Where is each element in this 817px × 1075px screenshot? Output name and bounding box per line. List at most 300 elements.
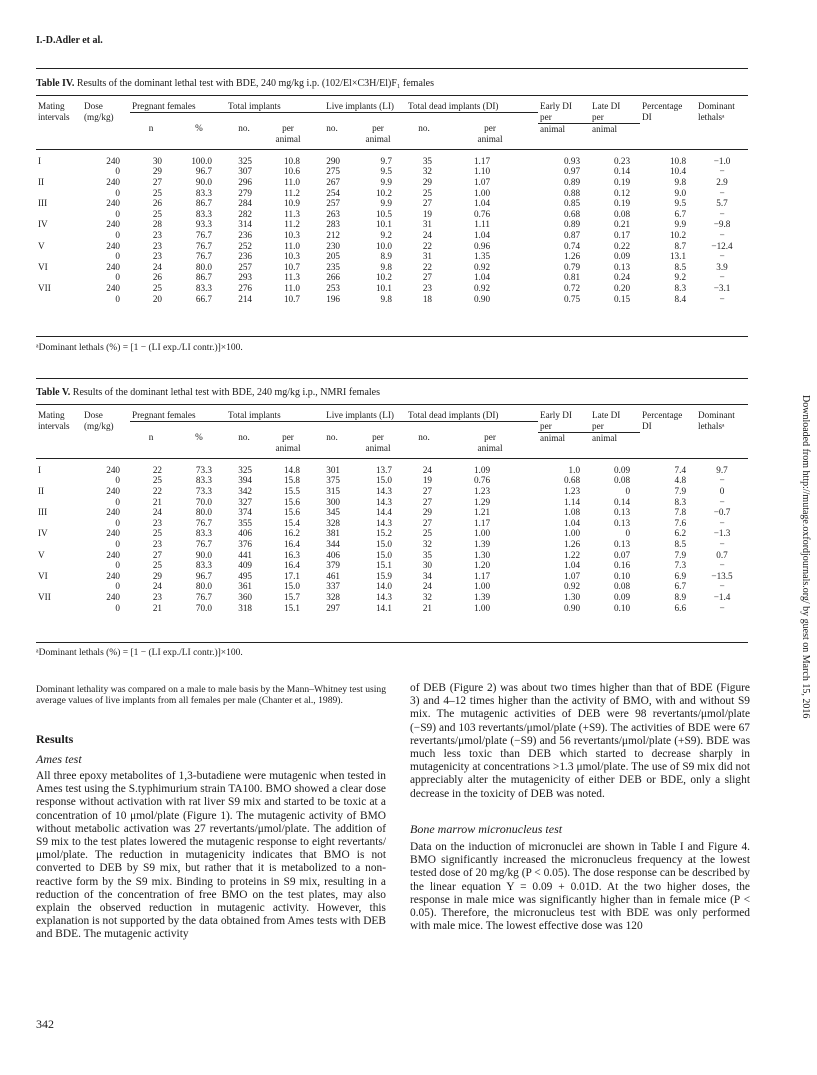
- table5-bottom-rule: [36, 642, 748, 643]
- table-cell: 0.24: [613, 272, 631, 283]
- table-cell: 0.76: [473, 208, 491, 219]
- table-cell: VII: [38, 592, 51, 602]
- table-cell: 0.07: [613, 549, 631, 560]
- table-cell: 10.1: [375, 283, 393, 293]
- table-cell: 318: [238, 602, 252, 613]
- table-cell: 252: [238, 240, 252, 251]
- table-cell: 240: [106, 549, 120, 560]
- table-cell: 15.7: [283, 592, 301, 602]
- table-cell: 96.7: [195, 570, 212, 581]
- table-cell: 0.90: [563, 602, 581, 613]
- col-total-implants: Total implants: [226, 101, 314, 112]
- table-cell: 394: [238, 475, 252, 486]
- table-cell: 90.0: [195, 177, 212, 188]
- table-cell: 240: [106, 155, 120, 166]
- table-cell: 374: [238, 507, 252, 518]
- table-cell: 1.35: [473, 251, 491, 262]
- table-cell: 0.7: [716, 549, 728, 560]
- col-live-per: per: [372, 123, 384, 134]
- table-cell: 0.12: [613, 187, 631, 198]
- table-cell: [36, 497, 82, 508]
- table-cell: 300: [326, 496, 341, 507]
- table-cell: 80.0: [195, 507, 212, 518]
- table-cell: −: [719, 230, 725, 241]
- table-cell: 0.79: [563, 261, 581, 272]
- table5-caption: [36, 387, 380, 398]
- t5-col-pregnant: Pregnant females: [130, 410, 226, 421]
- table-cell: 23: [152, 592, 162, 602]
- table-cell: 27: [152, 549, 162, 560]
- table-cell: 0.09: [613, 592, 631, 602]
- t5-col-dead-animal: animal: [477, 443, 503, 454]
- table-cell: [36, 581, 82, 592]
- table-cell: 32: [422, 539, 433, 550]
- table-cell: [36, 560, 82, 571]
- table-row: [36, 486, 748, 497]
- results-heading: Results: [36, 732, 74, 746]
- table-cell: 266: [326, 272, 341, 283]
- table-cell: 0.19: [613, 198, 631, 209]
- table-cell: 15.8: [283, 475, 301, 486]
- table-cell: 16.4: [283, 539, 301, 550]
- table-row: [36, 550, 748, 561]
- table-cell: 24: [152, 507, 162, 518]
- table-cell: 34: [422, 570, 433, 581]
- table-cell: 0: [115, 602, 120, 613]
- col-di: DI: [642, 112, 652, 123]
- table-cell: 236: [238, 230, 252, 241]
- table-row: [36, 251, 748, 262]
- table-cell: 240: [106, 219, 120, 230]
- table-cell: 0.89: [563, 177, 581, 188]
- table-cell: 29: [422, 507, 433, 518]
- table-cell: 1.04: [473, 198, 491, 209]
- col-total-per: per: [282, 123, 294, 134]
- col-n: n: [148, 123, 154, 134]
- table-cell: 25: [422, 528, 433, 539]
- table-cell: 0.13: [613, 539, 631, 550]
- table-cell: IV: [38, 219, 48, 230]
- col-dead-no: no.: [418, 123, 430, 134]
- table-cell: 379: [326, 560, 341, 571]
- table-cell: 22: [422, 261, 433, 272]
- table-cell: 0.68: [563, 475, 581, 486]
- table-cell: 14.1: [375, 602, 393, 613]
- table-cell: 14.8: [283, 464, 301, 475]
- table-cell: 1.04: [473, 230, 491, 241]
- table-cell: 11.0: [284, 283, 301, 293]
- table-cell: 15.0: [283, 581, 301, 592]
- table-cell: −13.5: [711, 570, 733, 581]
- table-cell: 1.0: [568, 464, 581, 475]
- table-cell: 9.5: [380, 166, 393, 177]
- col-live-animal: animal: [365, 134, 391, 145]
- table4-caption: [36, 78, 434, 89]
- col-dead-animal: animal: [477, 134, 503, 145]
- col-live-no: no.: [326, 123, 338, 134]
- table-cell: 240: [106, 528, 120, 539]
- table-cell: 0.10: [613, 570, 631, 581]
- table-cell: 9.2: [674, 272, 687, 283]
- table-cell: VII: [38, 283, 51, 293]
- table-cell: 301: [326, 464, 341, 475]
- table-cell: 0.08: [613, 475, 631, 486]
- table-cell: 1.21: [473, 507, 491, 518]
- table-cell: 10.8: [669, 155, 687, 166]
- table-row: [36, 294, 748, 305]
- table-cell: 100.0: [191, 155, 212, 166]
- table-cell: 24: [422, 464, 433, 475]
- table-cell: 25: [152, 475, 162, 486]
- table-cell: 1.00: [473, 581, 491, 592]
- col-pregnant: Pregnant females: [130, 101, 226, 112]
- table-row: [36, 560, 748, 571]
- table-cell: 344: [326, 539, 341, 550]
- table-cell: 240: [106, 464, 120, 475]
- table-cell: 11.0: [284, 177, 301, 188]
- table-cell: −: [719, 272, 725, 283]
- t5-col-total-animal: animal: [275, 443, 301, 454]
- table-cell: 0.96: [473, 240, 491, 251]
- table-cell: 73.3: [195, 464, 212, 475]
- table-cell: 342: [238, 486, 252, 497]
- table-cell: 86.7: [195, 272, 212, 283]
- table-cell: 32: [422, 592, 433, 602]
- t5-col-live-no: no.: [326, 432, 338, 443]
- table5-label: Table V.: [36, 387, 71, 398]
- table-cell: 14.3: [375, 496, 393, 507]
- t5-col-live-per: per: [372, 432, 384, 443]
- table-cell: 83.3: [195, 475, 212, 486]
- t5-col-dominant: Dominant: [698, 410, 735, 420]
- table5-body: [36, 465, 748, 613]
- table-cell: 66.7: [195, 293, 212, 304]
- table-cell: 361: [238, 581, 252, 592]
- table-cell: 409: [238, 560, 252, 571]
- t5-col-n: n: [148, 432, 154, 443]
- table-cell: 1.30: [563, 592, 581, 602]
- table-cell: 0.10: [613, 602, 631, 613]
- table-cell: 76.7: [195, 240, 212, 251]
- table-cell: 9.8: [380, 293, 393, 304]
- col-dead-implants: Total dead implants (DI): [406, 101, 538, 112]
- table-cell: 15.0: [375, 539, 393, 550]
- download-notice-text: Downloaded from http://mutage.oxfordjournals.org/ by guest on March 15, 2016: [800, 395, 811, 719]
- table-cell: −: [719, 293, 725, 304]
- col-total-animal: animal: [275, 134, 301, 145]
- table-cell: 235: [326, 261, 341, 272]
- table-cell: 0: [115, 496, 120, 507]
- table-cell: 27: [422, 486, 433, 497]
- table-cell: 8.7: [674, 240, 687, 251]
- table-cell: 10.9: [283, 198, 301, 209]
- col-total-no: no.: [238, 123, 250, 134]
- table-cell: 0.21: [613, 219, 631, 230]
- table-cell: 1.08: [563, 507, 581, 518]
- table-cell: 1.29: [473, 496, 491, 507]
- table-cell: 263: [326, 208, 341, 219]
- table-cell: 0: [115, 581, 120, 592]
- table-row: [36, 475, 748, 486]
- table-cell: 1.17: [473, 570, 491, 581]
- table-cell: 1.09: [473, 464, 491, 475]
- table-cell: 7.9: [674, 549, 687, 560]
- table-cell: 23: [152, 539, 162, 550]
- table-cell: 15.1: [375, 560, 393, 571]
- table-cell: 6.6: [674, 602, 687, 613]
- table-cell: V: [38, 240, 45, 251]
- table-cell: 1.23: [563, 486, 581, 497]
- table-cell: 9.7: [380, 155, 393, 166]
- table-cell: 7.8: [674, 507, 687, 518]
- table-cell: 24: [152, 261, 162, 272]
- table-cell: 93.3: [195, 219, 212, 230]
- table-cell: 1.39: [473, 539, 491, 550]
- table-cell: −1.4: [713, 592, 731, 602]
- table-cell: 325: [238, 464, 252, 475]
- table-cell: [36, 518, 82, 529]
- t5-col-live-implants: Live implants (LI): [314, 410, 406, 421]
- table-cell: [36, 251, 82, 262]
- table-cell: 11.0: [284, 240, 301, 251]
- table-cell: 25: [152, 187, 162, 198]
- table-cell: 0.20: [613, 283, 631, 293]
- table-cell: 6.7: [674, 581, 687, 592]
- table-cell: 406: [238, 528, 252, 539]
- t5-col-dead-per: per: [484, 432, 496, 443]
- table-cell: 21: [152, 496, 162, 507]
- t5-col-mating: Mating: [38, 410, 65, 420]
- t5-col-total-per: per: [282, 432, 294, 443]
- table-cell: 8.9: [380, 251, 393, 262]
- table-cell: 1.17: [473, 517, 491, 528]
- table-cell: 254: [326, 187, 341, 198]
- table-cell: 25: [152, 560, 162, 571]
- table-cell: 0: [115, 539, 120, 550]
- table-row: [36, 209, 748, 220]
- table-cell: 14.4: [375, 507, 393, 518]
- micronucleus-paragraph: Data on the induction of micronuclei are shown in Table I and Figure 4. BMO significantly increased the micronucleus frequency at the lowest tested dose of 20 mg/kg (P < 0.05). The dose response can be described by the linear equation Y = 0.09 + 0.01D. At the two higher doses, the response in male mice was significantly higher than in female mice (P < 0.05). Therefore, the micronucleus test with BDE was only performed with male mice. The lowest effective dose was 120: [410, 841, 750, 933]
- table-cell: I: [38, 155, 42, 166]
- table-cell: 16.3: [283, 549, 301, 560]
- table-cell: 0.92: [473, 283, 491, 293]
- table-cell: [36, 272, 82, 283]
- table-cell: 0: [115, 293, 120, 304]
- table-cell: 0: [115, 475, 120, 486]
- table-cell: 0: [625, 486, 631, 497]
- page-number: 342: [36, 1017, 54, 1031]
- table-cell: [36, 166, 82, 177]
- table-cell: 1.14: [563, 496, 581, 507]
- table-cell: 0.92: [563, 581, 581, 592]
- table-cell: 0: [115, 272, 120, 283]
- table-cell: −1.3: [713, 528, 731, 539]
- table-cell: 240: [106, 507, 120, 518]
- table-cell: 0: [115, 517, 120, 528]
- table-cell: 1.00: [473, 528, 491, 539]
- table-cell: 1.26: [563, 251, 581, 262]
- t5-col-late-di: Late DI: [592, 410, 621, 420]
- table-cell: II: [38, 177, 45, 188]
- table-cell: 27: [422, 272, 433, 283]
- table5-top-rule: [36, 378, 748, 379]
- table-cell: 297: [326, 602, 341, 613]
- table-cell: 196: [326, 293, 341, 304]
- table-cell: 0.97: [563, 166, 581, 177]
- table-cell: 10.2: [669, 230, 687, 241]
- t5-col-dead-implants: Total dead implants (DI): [406, 410, 538, 421]
- table-cell: 73.3: [195, 486, 212, 497]
- table-cell: 7.9: [674, 486, 687, 497]
- table-cell: 8.3: [674, 283, 687, 293]
- table-cell: 296: [238, 177, 252, 188]
- col-early-animal: animal: [540, 123, 566, 134]
- table-cell: 328: [326, 517, 341, 528]
- table-cell: −: [719, 560, 725, 571]
- table-cell: 7.6: [674, 517, 687, 528]
- table-cell: 20: [152, 293, 162, 304]
- table-cell: 0.81: [563, 272, 581, 283]
- t5-col-dose-unit: (mg/kg): [84, 421, 114, 432]
- table-cell: 15.1: [283, 602, 301, 613]
- table-cell: 0: [115, 560, 120, 571]
- table-cell: 23: [152, 240, 162, 251]
- table-cell: 24: [422, 581, 433, 592]
- table-cell: 307: [238, 166, 252, 177]
- table-cell: 14.3: [375, 592, 393, 602]
- table5-head: [36, 410, 748, 465]
- table-row: [36, 177, 748, 188]
- table-cell: 83.3: [195, 283, 212, 293]
- t5-col-late-per: per: [590, 421, 640, 432]
- table-cell: [36, 188, 82, 199]
- table-cell: 9.5: [674, 198, 687, 209]
- t5-col-lethals: lethalsᵃ: [698, 421, 725, 432]
- table-cell: 10.8: [283, 155, 301, 166]
- table-cell: 10.5: [375, 208, 393, 219]
- ames-paragraph: All three epoxy metabolites of 1,3-butadiene were mutagenic when tested in Ames test using the S.typhimurium strain TA100. BMO showed a clear dose response without activation with rat liver S9 mix and started to be toxic at a concentration of 10 μmol/plate (Figure 1). The mutagenic activity of BMO without metabolic activation was 27 revertants/μmol/plate. The addition of S9 mix to the test plates lowered the mutagenic response to eight revertants/μmol/plate. The reduction in mutagenicity indicates that BMO is not converted to DEB by S9 mix, but rather that it is metabolized to a non-reactive form by the S9 mix. Binding to proteins in S9 mix, resulting in a reduction of the concentration of free BMO on the test plates, may also explain the observed reduction in mutagenic activity. However, this explanation is not supported by the data obtained from Ames tests with DEB and BDE. The mutagenic activity: [36, 770, 386, 941]
- table-cell: 29: [422, 177, 433, 188]
- table-cell: 0.90: [473, 293, 491, 304]
- table-cell: 0.68: [563, 208, 581, 219]
- col-pct: %: [195, 123, 203, 134]
- table-row: [36, 592, 748, 603]
- table-cell: 0.08: [613, 581, 631, 592]
- table-cell: 26: [152, 272, 162, 283]
- table-cell: 337: [326, 581, 341, 592]
- table-cell: 0.13: [613, 507, 631, 518]
- table-cell: 83.3: [195, 528, 212, 539]
- table5-header-rule: [36, 404, 748, 405]
- table-cell: 90.0: [195, 549, 212, 560]
- table-row: [36, 497, 748, 508]
- table-cell: 24: [152, 581, 162, 592]
- table5-title: Results of the dominant lethal test with BDE, 240 mg/kg i.p., NMRI females: [72, 387, 380, 398]
- table-cell: 10.1: [375, 219, 393, 230]
- table-cell: 1.17: [473, 155, 491, 166]
- table-cell: −: [719, 251, 725, 262]
- table-cell: 1.20: [473, 560, 491, 571]
- table-cell: 25: [152, 283, 162, 293]
- table-cell: [36, 475, 82, 486]
- table-cell: 240: [106, 592, 120, 602]
- table-cell: 240: [106, 240, 120, 251]
- table-cell: 360: [238, 592, 252, 602]
- table-cell: 0.19: [613, 177, 631, 188]
- table-cell: 6.7: [674, 208, 687, 219]
- table-cell: 13.1: [669, 251, 687, 262]
- table-cell: 0.92: [473, 261, 491, 272]
- table-cell: 1.10: [473, 166, 491, 177]
- table-cell: −: [719, 539, 725, 550]
- table-cell: 70.0: [195, 602, 212, 613]
- t5-col-early-di: Early DI: [540, 410, 572, 420]
- table-cell: 27: [422, 198, 433, 209]
- table-cell: [36, 230, 82, 241]
- table-cell: 0.14: [613, 166, 631, 177]
- table-cell: IV: [38, 528, 48, 539]
- table-cell: 0: [115, 187, 120, 198]
- table-cell: −: [719, 496, 725, 507]
- table-cell: 441: [238, 549, 252, 560]
- table-cell: 0.89: [563, 219, 581, 230]
- table-cell: 19: [422, 208, 433, 219]
- table-cell: 257: [238, 261, 252, 272]
- table-cell: 253: [326, 283, 341, 293]
- table-cell: 30: [422, 560, 433, 571]
- table-cell: 22: [422, 240, 433, 251]
- table-cell: 0.15: [613, 293, 631, 304]
- ames-subheading: Ames test: [36, 752, 82, 766]
- table-cell: 257: [326, 198, 341, 209]
- table-cell: 3.9: [716, 261, 728, 272]
- col-late-animal: animal: [592, 123, 618, 134]
- table-row: [36, 198, 748, 209]
- table-cell: −12.4: [711, 240, 733, 251]
- table-cell: 0: [115, 230, 120, 241]
- table-row: [36, 262, 748, 273]
- table-cell: 345: [326, 507, 341, 518]
- col-dead-per: per: [484, 123, 496, 134]
- table-cell: 8.9: [674, 592, 687, 602]
- table-cell: 1.00: [473, 602, 491, 613]
- table-cell: 0.09: [613, 464, 631, 475]
- table-cell: 8.3: [674, 496, 687, 507]
- table-cell: −: [719, 602, 725, 613]
- table-cell: 11.2: [284, 219, 301, 230]
- table-cell: 6.9: [674, 570, 687, 581]
- table-row: [36, 272, 748, 283]
- table-cell: 76.7: [195, 592, 212, 602]
- table-cell: 25: [152, 528, 162, 539]
- t5-col-dose: Dose: [84, 410, 103, 420]
- table-cell: 31: [422, 219, 433, 230]
- table-cell: 83.3: [195, 208, 212, 219]
- table-cell: 9.9: [380, 198, 393, 209]
- table-row: [36, 518, 748, 529]
- col-late-per: per: [590, 112, 640, 123]
- table-cell: 83.3: [195, 187, 212, 198]
- table-cell: 11.3: [284, 208, 301, 219]
- table-cell: 293: [238, 272, 252, 283]
- table-cell: 15.0: [375, 475, 393, 486]
- table-row: [36, 571, 748, 582]
- table-cell: 0.08: [613, 208, 631, 219]
- table-cell: 15.2: [375, 528, 393, 539]
- table-cell: 23: [422, 283, 433, 293]
- table-cell: 0.16: [613, 560, 631, 571]
- table-cell: 1.07: [563, 570, 581, 581]
